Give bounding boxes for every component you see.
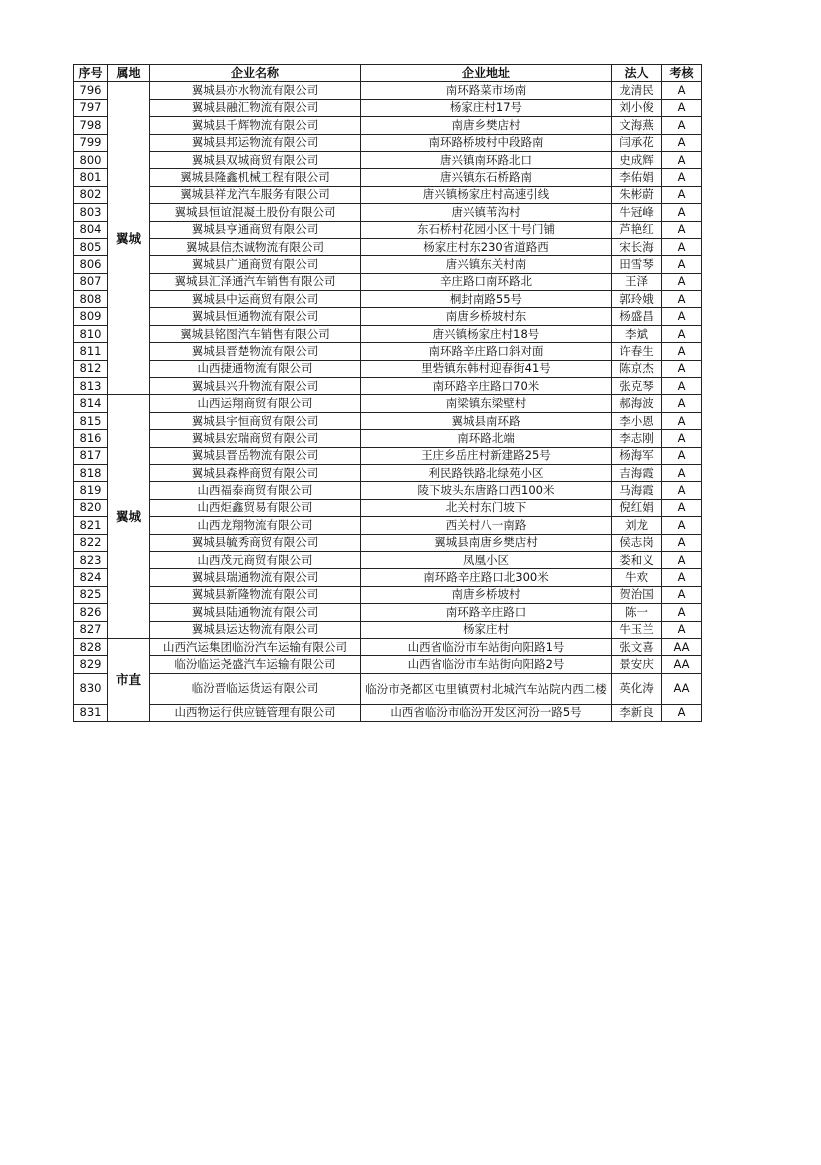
row-address: 凤凰小区 (361, 551, 612, 568)
row-company: 翼城县恒谊混凝土股份有限公司 (150, 204, 361, 221)
header-rating: 考核 (662, 65, 702, 82)
table-row (74, 621, 702, 638)
row-legal-rep: 史成辉 (612, 151, 662, 168)
row-rating: A (662, 325, 702, 342)
table-row (74, 395, 702, 412)
row-seq: 830 (74, 673, 108, 704)
row-legal-rep: 田雪琴 (612, 256, 662, 273)
table-row (74, 273, 702, 290)
row-company: 翼城县铭图汽车销售有限公司 (150, 325, 361, 342)
row-rating: A (662, 360, 702, 377)
row-rating: A (662, 464, 702, 481)
row-seq: 807 (74, 273, 108, 290)
table-row (74, 534, 702, 551)
row-company: 山西炬鑫贸易有限公司 (150, 499, 361, 516)
row-address: 陵下坡头东唐路口西100米 (361, 482, 612, 499)
table-row (74, 360, 702, 377)
row-legal-rep: 马海霞 (612, 482, 662, 499)
row-legal-rep: 王泽 (612, 273, 662, 290)
row-rating: A (662, 221, 702, 238)
row-rating: A (662, 412, 702, 429)
row-company: 山西福泰商贸有限公司 (150, 482, 361, 499)
row-legal-rep: 朱彬蔚 (612, 186, 662, 203)
table-row (74, 325, 702, 342)
row-company: 翼城县亦水物流有限公司 (150, 82, 361, 99)
enterprise-rating-table (73, 64, 702, 722)
header-company: 企业名称 (150, 65, 361, 82)
region-cell: 翼城 (108, 395, 150, 638)
row-legal-rep: 许春生 (612, 343, 662, 360)
row-rating: A (662, 430, 702, 447)
row-company: 山西捷通物流有限公司 (150, 360, 361, 377)
header-region: 属地 (108, 65, 150, 82)
row-address: 南环路北端 (361, 430, 612, 447)
row-rating: AA (662, 656, 702, 673)
row-address: 南唐乡桥坡村 (361, 586, 612, 603)
row-rating: A (662, 308, 702, 325)
row-rating: A (662, 395, 702, 412)
row-company: 山西汽运集团临汾汽车运输有限公司 (150, 638, 361, 655)
row-legal-rep: 陈京杰 (612, 360, 662, 377)
row-company: 翼城县森桦商贸有限公司 (150, 464, 361, 481)
row-rating: A (662, 186, 702, 203)
row-legal-rep: 李志刚 (612, 430, 662, 447)
row-seq: 829 (74, 656, 108, 673)
row-legal-rep: 倪红娟 (612, 499, 662, 516)
row-seq: 818 (74, 464, 108, 481)
row-address: 翼城县南环路 (361, 412, 612, 429)
row-rating: A (662, 569, 702, 586)
row-seq: 802 (74, 186, 108, 203)
row-seq: 825 (74, 586, 108, 603)
row-address: 唐兴镇杨家庄村18号 (361, 325, 612, 342)
row-seq: 816 (74, 430, 108, 447)
table-row (74, 656, 702, 673)
table-header-row (74, 65, 702, 82)
table-row (74, 134, 702, 151)
row-company: 翼城县邦运物流有限公司 (150, 134, 361, 151)
table-row (74, 186, 702, 203)
table-row (74, 82, 702, 99)
row-address: 南梁镇东梁壁村 (361, 395, 612, 412)
row-legal-rep: 贺治国 (612, 586, 662, 603)
table-row (74, 604, 702, 621)
row-rating: A (662, 117, 702, 134)
table-row (74, 499, 702, 516)
table-row (74, 482, 702, 499)
row-seq: 813 (74, 378, 108, 395)
row-address: 桐封南路55号 (361, 291, 612, 308)
row-company: 山西龙翔物流有限公司 (150, 517, 361, 534)
row-company: 山西物运行供应链管理有限公司 (150, 704, 361, 721)
row-address: 西关村八一南路 (361, 517, 612, 534)
row-seq: 811 (74, 343, 108, 360)
row-legal-rep: 牛欢 (612, 569, 662, 586)
row-address: 临汾市尧都区屯里镇贾村北城汽车站院内西二楼 (361, 673, 612, 704)
row-company: 翼城县中运商贸有限公司 (150, 291, 361, 308)
row-company: 翼城县晋楚物流有限公司 (150, 343, 361, 360)
row-seq: 821 (74, 517, 108, 534)
row-rating: A (662, 134, 702, 151)
row-company: 翼城县隆鑫机械工程有限公司 (150, 169, 361, 186)
row-address: 南环路辛庄路口 (361, 604, 612, 621)
row-seq: 806 (74, 256, 108, 273)
row-seq: 822 (74, 534, 108, 551)
row-company: 临汾晋临运货运有限公司 (150, 673, 361, 704)
row-seq: 800 (74, 151, 108, 168)
row-seq: 827 (74, 621, 108, 638)
row-seq: 810 (74, 325, 108, 342)
table-row (74, 586, 702, 603)
row-legal-rep: 景安庆 (612, 656, 662, 673)
row-rating: A (662, 343, 702, 360)
table-row (74, 291, 702, 308)
table-row (74, 221, 702, 238)
row-seq: 808 (74, 291, 108, 308)
row-seq: 817 (74, 447, 108, 464)
region-cell: 市直 (108, 638, 150, 721)
row-rating: A (662, 82, 702, 99)
table-row (74, 704, 702, 721)
table-row (74, 343, 702, 360)
row-company: 翼城县宇恒商贸有限公司 (150, 412, 361, 429)
row-company: 翼城县宏瑞商贸有限公司 (150, 430, 361, 447)
row-seq: 824 (74, 569, 108, 586)
row-rating: A (662, 499, 702, 516)
row-rating: A (662, 256, 702, 273)
row-address: 山西省临汾市车站街向阳路1号 (361, 638, 612, 655)
table-row (74, 673, 702, 704)
row-address: 翼城县南唐乡樊店村 (361, 534, 612, 551)
table-row (74, 638, 702, 655)
row-address: 唐兴镇东关村南 (361, 256, 612, 273)
row-seq: 804 (74, 221, 108, 238)
row-legal-rep: 郭玲娥 (612, 291, 662, 308)
table-row (74, 569, 702, 586)
row-legal-rep: 娄和义 (612, 551, 662, 568)
row-seq: 796 (74, 82, 108, 99)
row-address: 南唐乡桥坡村东 (361, 308, 612, 325)
row-rating: A (662, 378, 702, 395)
row-company: 翼城县毓秀商贸有限公司 (150, 534, 361, 551)
table-row (74, 256, 702, 273)
row-seq: 819 (74, 482, 108, 499)
row-legal-rep: 侯志岗 (612, 534, 662, 551)
row-company: 翼城县陆通物流有限公司 (150, 604, 361, 621)
row-address: 山西省临汾市临汾开发区河汾一路5号 (361, 704, 612, 721)
row-address: 北关村东门坡下 (361, 499, 612, 516)
row-seq: 815 (74, 412, 108, 429)
row-legal-rep: 牛玉兰 (612, 621, 662, 638)
row-company: 翼城县信杰诚物流有限公司 (150, 238, 361, 255)
row-address: 唐兴镇苇沟村 (361, 204, 612, 221)
row-legal-rep: 李佑娟 (612, 169, 662, 186)
table-row (74, 169, 702, 186)
row-address: 南环路辛庄路口斜对面 (361, 343, 612, 360)
table-row (74, 447, 702, 464)
row-rating: A (662, 169, 702, 186)
row-company: 翼城县广通商贸有限公司 (150, 256, 361, 273)
row-address: 利民路铁路北绿苑小区 (361, 464, 612, 481)
row-rating: AA (662, 673, 702, 704)
row-company: 翼城县恒通物流有限公司 (150, 308, 361, 325)
row-rating: A (662, 586, 702, 603)
row-rating: A (662, 273, 702, 290)
row-seq: 823 (74, 551, 108, 568)
row-rating: A (662, 291, 702, 308)
row-rating: A (662, 551, 702, 568)
row-rating: A (662, 534, 702, 551)
row-company: 翼城县千辉物流有限公司 (150, 117, 361, 134)
row-seq: 820 (74, 499, 108, 516)
table-row (74, 430, 702, 447)
row-address: 唐兴镇南环路北口 (361, 151, 612, 168)
row-seq: 798 (74, 117, 108, 134)
row-company: 山西茂元商贸有限公司 (150, 551, 361, 568)
row-legal-rep: 宋长海 (612, 238, 662, 255)
row-legal-rep: 吉海霞 (612, 464, 662, 481)
row-seq: 803 (74, 204, 108, 221)
row-address: 南环路桥坡村中段路南 (361, 134, 612, 151)
table-body (74, 82, 702, 722)
row-seq: 801 (74, 169, 108, 186)
row-rating: A (662, 447, 702, 464)
row-legal-rep: 杨海军 (612, 447, 662, 464)
row-company: 翼城县晋岳物流有限公司 (150, 447, 361, 464)
row-address: 唐兴镇杨家庄村高速引线 (361, 186, 612, 203)
row-company: 翼城县汇泽通汽车销售有限公司 (150, 273, 361, 290)
row-rating: A (662, 99, 702, 116)
row-address: 南唐乡樊店村 (361, 117, 612, 134)
row-address: 南环路辛庄路口70米 (361, 378, 612, 395)
row-address: 南环路辛庄路口北300米 (361, 569, 612, 586)
row-legal-rep: 闫承花 (612, 134, 662, 151)
row-legal-rep: 芦艳红 (612, 221, 662, 238)
row-legal-rep: 刘小俊 (612, 99, 662, 116)
row-legal-rep: 李新良 (612, 704, 662, 721)
row-legal-rep: 文海燕 (612, 117, 662, 134)
header-address: 企业地址 (361, 65, 612, 82)
table-row (74, 464, 702, 481)
row-rating: A (662, 151, 702, 168)
row-rating: AA (662, 638, 702, 655)
row-company: 翼城县瑞通物流有限公司 (150, 569, 361, 586)
row-company: 翼城县运达物流有限公司 (150, 621, 361, 638)
row-company: 山西运翔商贸有限公司 (150, 395, 361, 412)
row-rating: A (662, 704, 702, 721)
region-cell: 翼城 (108, 82, 150, 395)
row-company: 翼城县祥龙汽车服务有限公司 (150, 186, 361, 203)
header-seq: 序号 (74, 65, 108, 82)
row-company: 翼城县双城商贸有限公司 (150, 151, 361, 168)
row-address: 杨家庄村东230省道路西 (361, 238, 612, 255)
row-rating: A (662, 621, 702, 638)
row-legal-rep: 牛冠峰 (612, 204, 662, 221)
row-legal-rep: 龙清民 (612, 82, 662, 99)
table-row (74, 204, 702, 221)
row-address: 山西省临汾市车站街向阳路2号 (361, 656, 612, 673)
row-address: 东石桥村花园小区十号门铺 (361, 221, 612, 238)
row-address: 王庄乡岳庄村新建路25号 (361, 447, 612, 464)
row-legal-rep: 张文喜 (612, 638, 662, 655)
row-seq: 805 (74, 238, 108, 255)
row-rating: A (662, 604, 702, 621)
row-rating: A (662, 517, 702, 534)
row-rating: A (662, 204, 702, 221)
row-address: 杨家庄村 (361, 621, 612, 638)
table-row (74, 99, 702, 116)
table-row (74, 117, 702, 134)
table-row (74, 517, 702, 534)
row-address: 唐兴镇东石桥路南 (361, 169, 612, 186)
table-row (74, 551, 702, 568)
row-legal-rep: 郝海波 (612, 395, 662, 412)
row-company: 翼城县亨通商贸有限公司 (150, 221, 361, 238)
row-seq: 809 (74, 308, 108, 325)
row-seq: 814 (74, 395, 108, 412)
row-seq: 826 (74, 604, 108, 621)
row-company: 临汾临运尧盛汽车运输有限公司 (150, 656, 361, 673)
row-seq: 797 (74, 99, 108, 116)
row-address: 南环路菜市场南 (361, 82, 612, 99)
row-company: 翼城县融汇物流有限公司 (150, 99, 361, 116)
row-legal-rep: 陈一 (612, 604, 662, 621)
row-company: 翼城县新隆物流有限公司 (150, 586, 361, 603)
table-row (74, 378, 702, 395)
table-row (74, 238, 702, 255)
row-rating: A (662, 482, 702, 499)
row-seq: 831 (74, 704, 108, 721)
row-address: 里砦镇东韩村迎春街41号 (361, 360, 612, 377)
row-legal-rep: 英化涛 (612, 673, 662, 704)
table-row (74, 151, 702, 168)
row-rating: A (662, 238, 702, 255)
row-legal-rep: 李小恩 (612, 412, 662, 429)
row-seq: 828 (74, 638, 108, 655)
row-address: 杨家庄村17号 (361, 99, 612, 116)
row-seq: 799 (74, 134, 108, 151)
row-legal-rep: 杨盛昌 (612, 308, 662, 325)
table-row (74, 412, 702, 429)
table-row (74, 308, 702, 325)
row-seq: 812 (74, 360, 108, 377)
row-legal-rep: 刘龙 (612, 517, 662, 534)
header-legal-rep: 法人 (612, 65, 662, 82)
row-legal-rep: 张克琴 (612, 378, 662, 395)
row-company: 翼城县兴升物流有限公司 (150, 378, 361, 395)
row-legal-rep: 李斌 (612, 325, 662, 342)
row-address: 辛庄路口南环路北 (361, 273, 612, 290)
